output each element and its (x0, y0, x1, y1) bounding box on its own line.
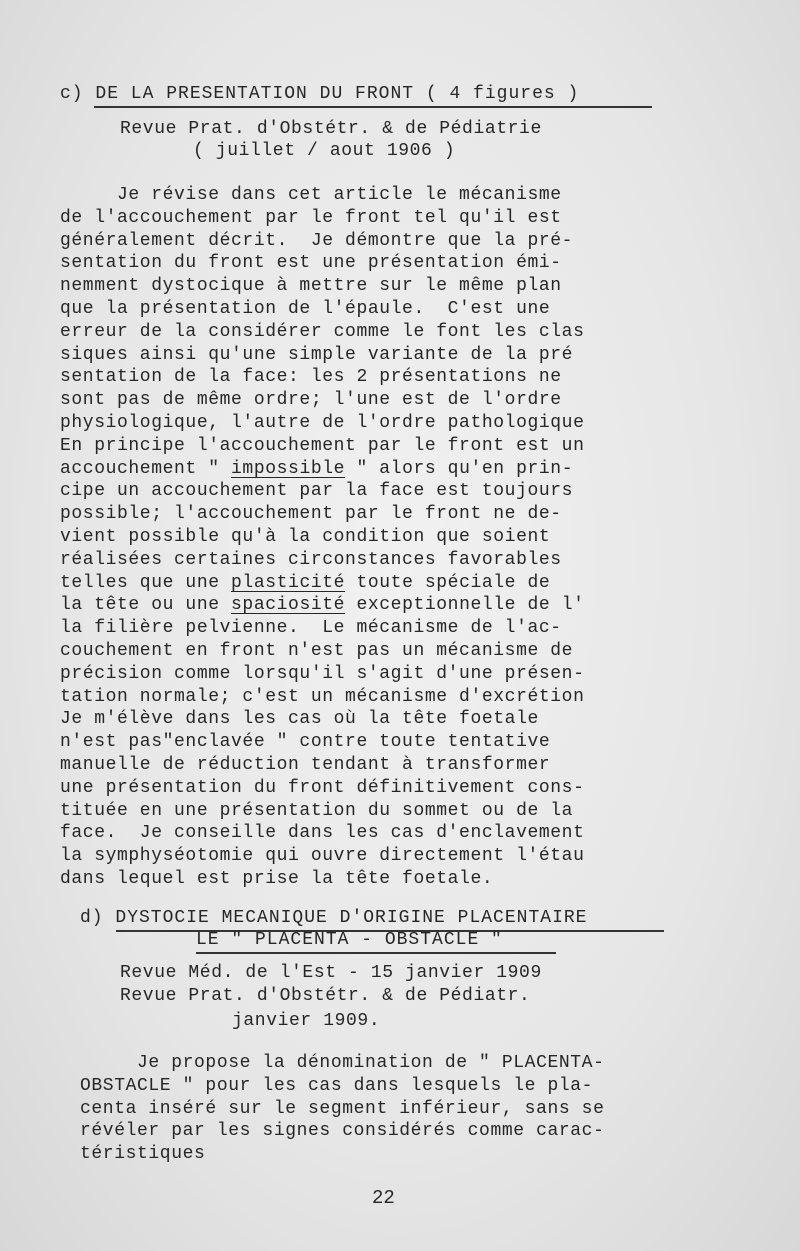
section-c-body-line: sentation de la face: les 2 présentations ne (60, 367, 562, 388)
section-c-body-line: que la présentation de l'épaule. C'est une (60, 298, 551, 319)
section-c-body-line: couchement en front n'est pas un mécanisme de (60, 640, 574, 661)
section-c-body-line: possible; l'accouchement par le front ne de- (60, 504, 562, 525)
section-c-body-line: manuelle de réduction tendant à transformer (60, 754, 551, 775)
section-d-source-line-2: Revue Prat. d'Obstétr. & de Pédiatr. (120, 986, 531, 1006)
page-number: 22 (372, 1187, 395, 1209)
section-c-source-line-1: Revue Prat. d'Obstétr. & de Pédiatrie (120, 119, 542, 139)
section-d-body-line: OBSTACLE " pour les cas dans lesquels le pla- (80, 1075, 594, 1096)
section-c-body-line: nemment dystocique à mettre sur le même plan (60, 276, 562, 297)
section-c-body-line: de l'accouchement par le front tel qu'il est (60, 207, 562, 228)
section-c-body-line: précision comme lorsqu'il s'agit d'une présen- (60, 663, 585, 684)
section-d-body (80, 1052, 604, 1166)
section-c-body-line: sont pas de même ordre; l'une est de l'ordre (60, 390, 562, 411)
section-c-body-line: la tête ou une spaciosité exceptionnelle de l' (60, 595, 585, 616)
emphasized-word: plasticité (231, 572, 346, 593)
section-c-body-line: n'est pas"enclavée " contre toute tentative (60, 732, 551, 753)
emphasized-word: spaciosité (231, 595, 346, 616)
section-c-body (60, 184, 585, 891)
section-d-body-line: centa inséré sur le segment inférieur, sans se (80, 1098, 605, 1119)
section-d-body-line: Je propose la dénomination de " PLACENTA- (80, 1053, 605, 1073)
section-c-body-line: une présentation du front définitivement cons- (60, 777, 585, 798)
section-c-body-line: sentation du front est une présentation émi- (60, 253, 562, 274)
section-d-body-line: révéler par les signes considérés comme carac- (80, 1121, 605, 1142)
section-c-body-line: généralement décrit. Je démontre que la pré- (60, 230, 574, 251)
section-c-body-line: tituée en une présentation du sommet ou de la (60, 800, 574, 821)
section-c-heading-underline (94, 106, 652, 108)
section-c-body-line: Je révise dans cet article le mécanisme (60, 185, 562, 205)
section-c-body-line: réalisées certaines circonstances favorables (60, 549, 562, 570)
section-d-heading-underline-2 (196, 952, 556, 954)
emphasized-word: impossible (231, 458, 346, 479)
section-d-source-line-3: janvier 1909. (232, 1011, 381, 1031)
section-d-heading-line-2: LE " PLACENTA - OBSTACLE " (196, 930, 503, 950)
section-c-body-line: Je m'élève dans les cas où la tête foetale (60, 709, 539, 730)
section-c-body-line: cipe un accouchement par la face est toujours (60, 481, 574, 502)
section-d-body-line: téristiques (80, 1144, 206, 1165)
section-d-source-line-1: Revue Méd. de l'Est - 15 janvier 1909 (120, 963, 542, 983)
section-d-heading-line-1: d) DYSTOCIE MECANIQUE D'ORIGINE PLACENTAIRE (80, 908, 588, 928)
section-c-heading: c) DE LA PRESENTATION DU FRONT ( 4 figures ) (60, 84, 580, 104)
section-c-body-line: physiologique, l'autre de l'ordre pathologique (60, 412, 585, 433)
section-c-body-line: erreur de la considérer comme le font les clas (60, 321, 585, 342)
section-c-body-line: accouchement " impossible " alors qu'en prin- (60, 458, 574, 479)
section-c-body-line: telles que une plasticité toute spéciale de (60, 572, 551, 593)
section-c-body-line: la symphyséotomie qui ouvre directement l'étau (60, 846, 585, 867)
section-c-body-line: face. Je conseille dans les cas d'enclavement (60, 823, 585, 844)
section-c-body-line: dans lequel est prise la tête foetale. (60, 868, 494, 889)
section-c-body-line: En principe l'accouchement par le front est un (60, 435, 585, 456)
section-c-body-line: vient possible qu'à la condition que soient (60, 526, 551, 547)
section-c-source-line-2: ( juillet / aout 1906 ) (193, 141, 456, 161)
section-c-body-line: tation normale; c'est un mécanisme d'excrétion (60, 686, 585, 707)
section-c-body-line: la filière pelvienne. Le mécanisme de l'ac- (60, 618, 562, 639)
section-c-body-line: siques ainsi qu'une simple variante de la pré (60, 344, 574, 365)
